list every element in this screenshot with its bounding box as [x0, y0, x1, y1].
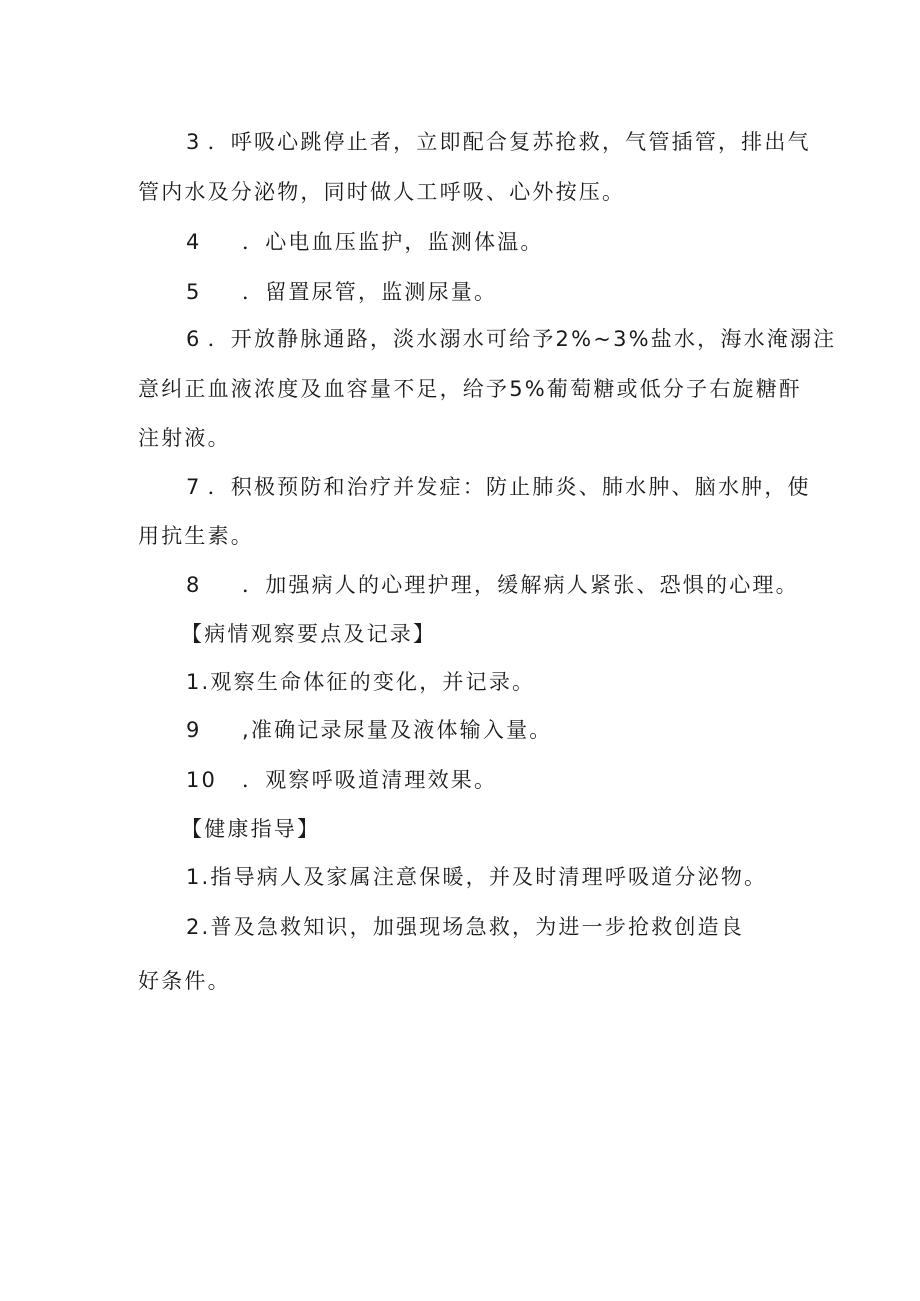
observation-item-10-number: 10 — [186, 768, 218, 792]
item-3-text-1: ．呼吸心跳停止者，立即配合复苏抢救，气管插管，排出气 — [207, 130, 811, 154]
health-item-1: 1.指导病人及家属注意保暖，并及时清理呼吸道分泌物。 — [186, 865, 768, 889]
observation-item-9-text: ,准确记录尿量及液体输入量。 — [242, 718, 553, 742]
observation-item-9 — [186, 715, 846, 745]
item-5-text: ．留置尿管，监测尿量。 — [242, 280, 498, 304]
item-6-line-2: 意纠正血液浓度及血容量不足，给予5%葡萄糖或低分子右旋糖酐 — [138, 377, 803, 401]
observation-heading: 【病情观察要点及记录】 — [181, 622, 437, 646]
item-3-number: 3 — [186, 130, 202, 154]
observation-item-9-number: 9 — [186, 718, 202, 742]
observation-item-10-text: ．观察呼吸道清理效果。 — [242, 768, 498, 792]
item-5 — [186, 277, 846, 307]
item-8-number: 8 — [186, 573, 202, 597]
item-3-line-1 — [186, 127, 846, 157]
item-6-text-1: ．开放静脉通路，淡水溺水可给予2%~3%盐水，海水淹溺注 — [207, 327, 837, 351]
item-7-line-2: 用抗生素。 — [138, 524, 254, 548]
item-6-number: 6 — [186, 327, 202, 351]
item-4 — [186, 227, 846, 257]
item-8-text: ．加强病人的心理护理，缓解病人紧张、恐惧的心理。 — [242, 573, 799, 597]
health-heading: 【健康指导】 — [181, 817, 321, 841]
item-3-line-2: 管内水及分泌物，同时做人工呼吸、心外按压。 — [138, 180, 626, 204]
item-8 — [186, 570, 846, 600]
observation-item-1: 1.观察生命体征的变化，并记录。 — [186, 670, 536, 694]
item-5-number: 5 — [186, 280, 202, 304]
health-item-2-line-2: 好条件。 — [138, 969, 231, 993]
item-7-line-1 — [186, 472, 846, 502]
item-7-number: 7 — [186, 475, 202, 499]
item-7-text-1: ．积极预防和治疗并发症：防止肺炎、肺水肿、脑水肿，使 — [207, 475, 811, 499]
item-4-number: 4 — [186, 230, 202, 254]
item-6-line-3: 注射液。 — [138, 426, 231, 450]
observation-item-10 — [186, 765, 846, 795]
item-6-line-1 — [186, 324, 846, 354]
item-4-text: ．心电血压监护，监测体温。 — [242, 230, 544, 254]
health-item-2-line-1: 2.普及急救知识，加强现场急救，为进一步抢救创造良 — [186, 915, 745, 939]
